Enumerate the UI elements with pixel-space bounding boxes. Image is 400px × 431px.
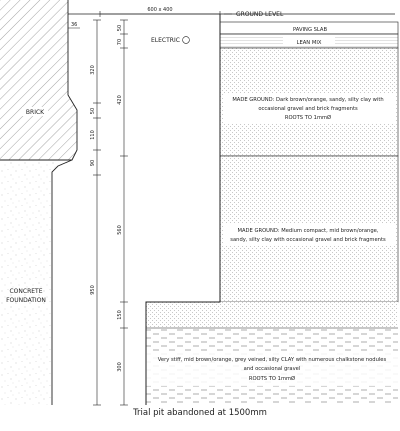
made-ground-1-line3: ROOTS TO 1mmØ — [284, 115, 332, 121]
electric-cable-icon — [183, 37, 190, 44]
brick-label: BRICK — [25, 109, 45, 116]
right-dim-150: 150 — [117, 310, 123, 320]
made-ground-2-line1: MADE GROUND: Medium compact, mid brown/orange, — [237, 228, 379, 234]
paving-slab-label: PAVING SLAB — [292, 27, 328, 33]
left-dim-950: 950 — [90, 285, 96, 295]
made-ground-2-line2: sandy, silty clay with occasional gravel and brick fragments — [230, 237, 386, 243]
right-dim-420: 420 — [117, 95, 123, 105]
made-ground-1-line1: MADE GROUND: Dark brown/orange, sandy, silty clay with — [232, 97, 384, 103]
right-dim-70: 70 — [117, 38, 123, 46]
lean-mix-label: LEAN MIX — [296, 40, 322, 46]
clay-line3: ROOTS TO 1mmØ — [248, 376, 296, 382]
brick-wall-fill — [0, 0, 77, 160]
left-dim-50: 50 — [90, 107, 96, 115]
made-ground-1-line2: occasional gravel and brick fragments — [258, 106, 358, 112]
ground-level-label: GROUND LEVEL — [236, 11, 284, 18]
left-dim-90: 90 — [90, 159, 96, 167]
clay-line2: and occasional gravel — [243, 366, 301, 372]
right-dim-300: 300 — [117, 362, 123, 372]
concrete-foundation-outline — [52, 160, 72, 405]
electric-label: ELECTRIC — [151, 37, 180, 44]
made-ground-2-lower-layer — [146, 302, 398, 328]
right-dim-560: 560 — [117, 225, 123, 235]
left-dim-320: 320 — [90, 65, 96, 75]
clay-line1: Very stiff, mid brown/orange, grey veined, silty CLAY with numerous chalkstone nodules — [157, 357, 387, 363]
left-dim-110: 110 — [90, 130, 96, 140]
concrete-foundation-fill — [0, 160, 72, 405]
concrete-foundation-label-line1: CONCRETE — [9, 288, 43, 295]
offset-36-label: 36 — [71, 22, 78, 28]
concrete-foundation-label-line2: FOUNDATION — [6, 297, 46, 304]
caption: Trial pit abandoned at 1500mm — [133, 408, 267, 418]
right-dim-50: 50 — [117, 24, 123, 32]
pit-size-label: 600 x 400 — [147, 7, 173, 13]
